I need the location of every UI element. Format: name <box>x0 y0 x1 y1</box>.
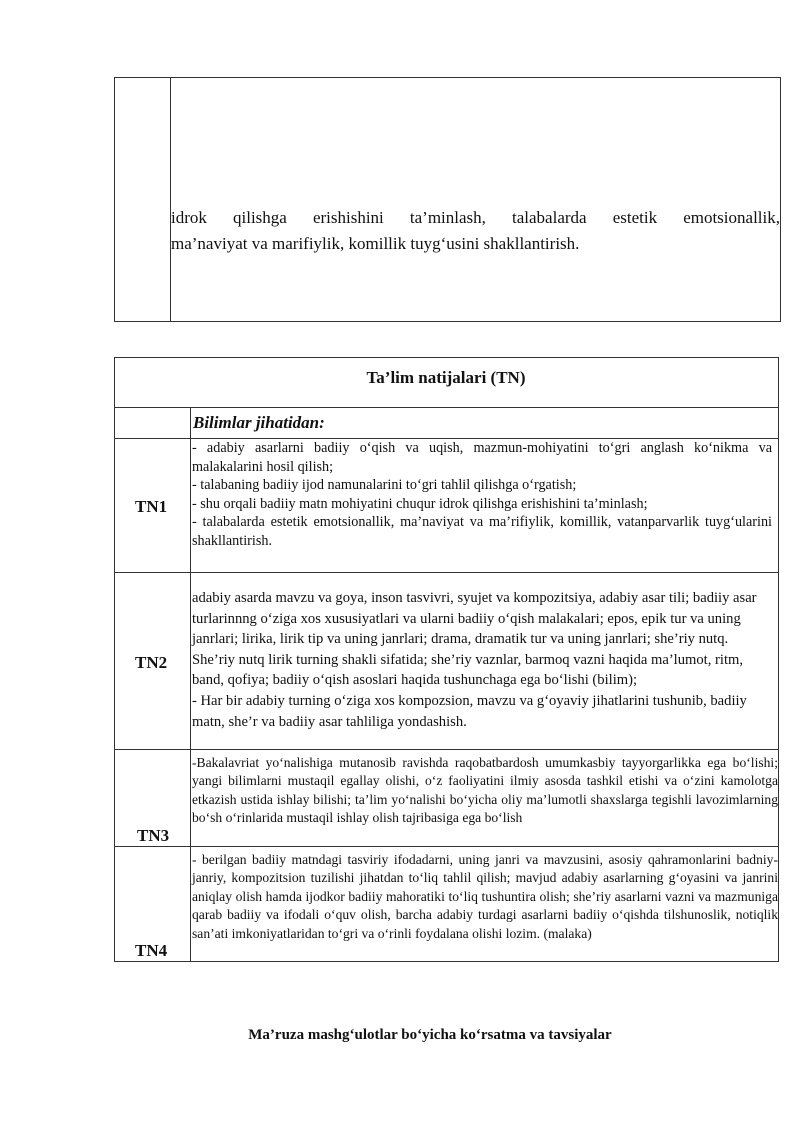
tn3-paragraph: -Bakalavriat yo‘nalishiga mutanosib ravishda raqobatbardosh umumkasbiy tayyorgarlikka ega bo‘lishi; yangi bilimlarni mustaqil egallay olishi, o‘z faoliyatini ilmiy asosda tashkil etishi va o‘zini kamolotga etkazish ustida ishlay bilishi; ta’lim yo‘nalishi bo‘yicha oliy ma’lumotli shaxslarga tegishli lavozimlarning bo‘sh o‘rinlarida mustaqil ishlay olish tajribasiga ega bo‘lish <box>192 755 778 826</box>
table-border-right <box>780 77 781 322</box>
table-border-left <box>114 357 115 962</box>
tn3-content <box>192 754 778 828</box>
table-row-divider <box>114 846 779 847</box>
tn1-content <box>192 439 772 551</box>
table-column-divider <box>170 77 171 322</box>
table-row-divider <box>114 749 779 750</box>
section-heading: Ma’ruza mashg‘ulotlar bo‘yicha ko‘rsatma va tavsiyalar <box>248 1027 612 1043</box>
tn2-paragraph: adabiy asarda mavzu va goya, inson tasvivri, syujet va kompozitsiya, adabiy asar tili; badiiy asar turlarinnng o‘ziga xos xususiyatlari va ularni badiiy o‘qish malakalari; epos, epik tur va uning janrlari; lirika, lirik tip va uning janrlari; drama, dramatik tur va uning janrlari; she’riy nutq. She’riy nutq lirik turning shakli sifatida; she’riy vaznlar, barmoq vazni haqida ma’lumot, ritm, band, qofiya; badiiy o‘qish asoslari haqida tushunchaga ega bo‘lishi (bilim); <box>192 590 757 689</box>
table-border-bottom <box>114 321 781 322</box>
results-table-heading: Ta’lim natijalari (TN) <box>366 368 526 387</box>
results-table-subheading: Bilimlar jihatidan: <box>193 413 325 432</box>
tn1-paragraph: - talabaning badiiy ijod namunalarini to‘gri tahlil qilishga o‘rgatish; <box>192 477 577 494</box>
tn2-content <box>192 588 772 732</box>
table-border-top <box>114 357 779 358</box>
top-table-text <box>171 205 780 257</box>
tn1-paragraph: - talabalarda estetik emotsionallik, ma’naviyat va ma’rifiylik, komillik, vatanparvarlik tuyg‘ularini shakllantirish. <box>192 514 772 549</box>
table-row-divider <box>114 572 779 573</box>
tn1-label: TN1 <box>135 497 168 516</box>
tn2-label: TN2 <box>135 653 168 672</box>
top-text-line: ma’naviyat va marifiylik, komillik tuyg‘usini shakllantirish. <box>171 234 580 253</box>
top-text-line: idrok qilishga erishishini ta’minlash, talabalarda estetik emotsionallik, <box>171 208 780 227</box>
tn2-paragraph: - Har bir adabiy turning o‘ziga xos kompozsion, mavzu va g‘oyaviy jihatlarini tushunib, badiiy matn, she’r va badiiy asar tahliliga yondashish. <box>192 692 747 730</box>
tn4-content <box>192 851 778 943</box>
table-border-top <box>114 77 781 78</box>
tn1-paragraph: - adabiy asarlarni badiiy o‘qish va uqish, mazmun-mohiyatini to‘gri anglash ko‘nikma va malakalarini hosil qilish; <box>192 440 772 475</box>
tn1-paragraph: - shu orqali badiiy matn mohiyatini chuqur idrok qilishga erishishini ta’minlash; <box>192 495 648 512</box>
tn3-label: TN3 <box>137 826 170 845</box>
table-border-bottom <box>114 961 779 962</box>
table-border-left <box>114 77 115 322</box>
table-row-divider <box>114 407 779 408</box>
table-column-divider <box>190 407 191 962</box>
table-border-right <box>778 357 779 962</box>
tn4-paragraph: - berilgan badiiy matndagi tasviriy ifodadarni, uning janri va mavzusini, asosiy qahramonlarini badniy-janriy, kompozitsion tuzilishi jihatdan to‘liq tahlil qilish; mavjud adabiy asarlarning g‘oyasini va janrini aniqlay olish hamda ijodkor badiiy mahoratiki to‘liq tushuntira olish; she’riy asarlarni vazni va mazmuniga qarab badiiy va ifodali o‘quv olish, barcha adabiy turdagi asarlarni badiiy o‘qishda tilshunoslik, notiqlik san’ati imkoniyatlaridan to‘gri va o‘rinli foydalana olishi lozim. (malaka) <box>192 852 778 941</box>
tn4-label: TN4 <box>135 941 168 960</box>
